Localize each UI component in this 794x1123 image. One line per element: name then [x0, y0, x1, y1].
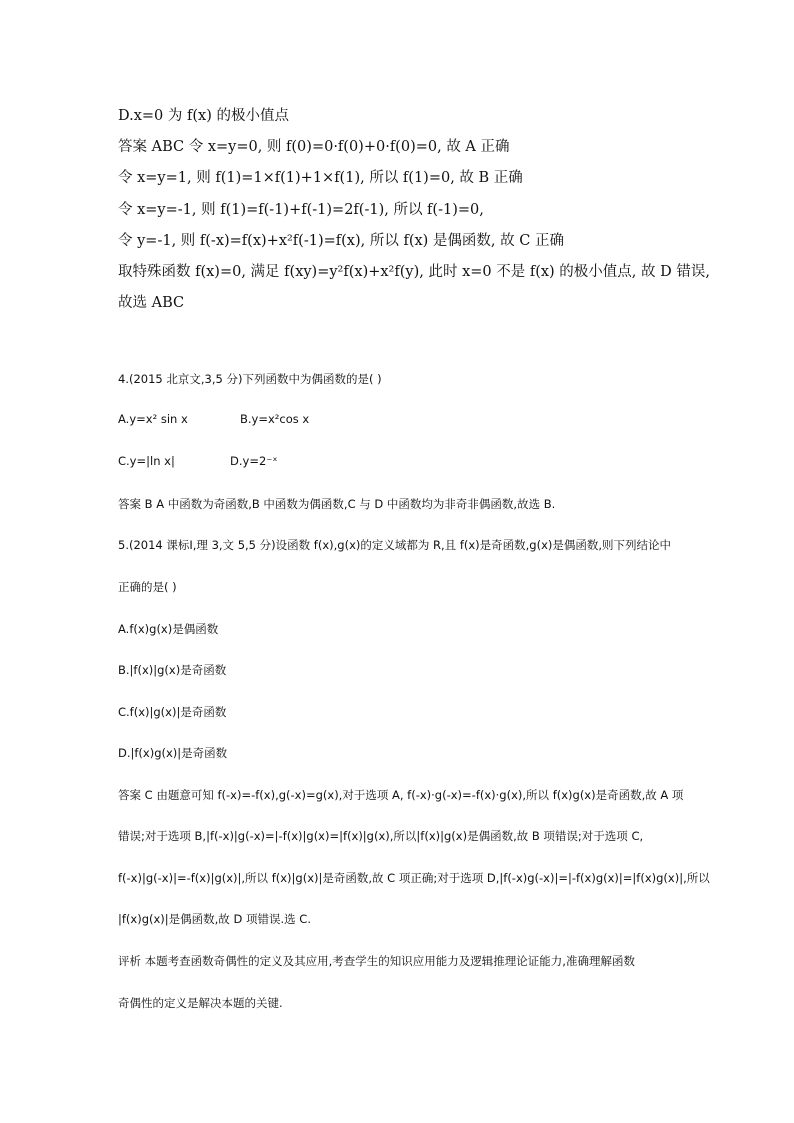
question-5-comment-line-1: 评析 本题考查函数奇偶性的定义及其应用,考查学生的知识应用能力及逻辑推理论证能力,准确理解函数 — [118, 954, 635, 968]
question-4-stem: 4.(2015 北京文,3,5 分)下列函数中为偶函数的是( ) — [118, 372, 382, 386]
question-4-answer: 答案 B A 中函数为奇函数,B 中函数为偶函数,C 与 D 中函数均为非奇非偶函数,故选 B. — [118, 497, 556, 511]
answer-line-1: 答案 ABC 令 x=y=0, 则 f(0)=0·f(0)+0·f(0)=0, 故 A 正确 — [118, 139, 510, 155]
answer-line-4: 令 y=-1, 则 f(-x)=f(x)+x²f(-1)=f(x), 所以 f(x) 是偶函数, 故 C 正确 — [118, 233, 564, 249]
question-5-stem-line-2: 正确的是( ) — [118, 580, 177, 594]
answer-line-2: 令 x=y=1, 则 f(1)=1×f(1)+1×f(1), 所以 f(1)=0, 故 B 正确 — [118, 170, 523, 186]
question-4-option-b: B.y=x²cos x — [240, 412, 310, 426]
question-5-answer-line-1: 答案 C 由题意可知 f(-x)=-f(x),g(-x)=g(x),对于选项 A, f(-x)·g(-x)=-f(x)·g(x),所以 f(x)g(x)是奇函数,故 A 项 — [118, 788, 684, 802]
question-5-option-a: A.f(x)g(x)是偶函数 — [118, 622, 219, 636]
question-5-comment-line-2: 奇偶性的定义是解决本题的关键. — [118, 996, 283, 1010]
question-4-option-c: C.y=|ln x| — [118, 454, 175, 468]
answer-line-6: 故选 ABC — [118, 295, 185, 311]
question-5-option-d: D.|f(x)g(x)|是奇函数 — [118, 746, 228, 760]
question-5-answer-line-3: f(-x)|g(-x)|=-f(x)|g(x)|,所以 f(x)|g(x)|是奇函数,故 C 项正确;对于选项 D,|f(-x)g(-x)|=|-f(x)g(x)|=|f(x)g(x)|,所以 — [118, 871, 710, 885]
question-5-option-c: C.f(x)|g(x)|是奇函数 — [118, 705, 227, 719]
question-5-option-b: B.|f(x)|g(x)是奇函数 — [118, 663, 227, 677]
question-5-stem-line-1: 5.(2014 课标Ⅰ,理 3,文 5,5 分)设函数 f(x),g(x)的定义域都为 R,且 f(x)是奇函数,g(x)是偶函数,则下列结论中 — [118, 538, 672, 552]
question-5-answer-line-4: |f(x)g(x)|是偶函数,故 D 项错误.选 C. — [118, 912, 311, 926]
option-d-line: D.x=0 为 f(x) 的极小值点 — [118, 108, 289, 124]
answer-line-3: 令 x=y=-1, 则 f(1)=f(-1)+f(-1)=2f(-1), 所以 f(-1)=0, — [118, 202, 484, 218]
answer-line-5: 取特殊函数 f(x)=0, 满足 f(xy)=y²f(x)+x²f(y), 此时 x=0 不是 f(x) 的极小值点, 故 D 错误, — [118, 264, 710, 280]
question-5-answer-line-2: 错误;对于选项 B,|f(-x)|g(-x)=|-f(x)|g(x)=|f(x)|g(x),所以|f(x)|g(x)是偶函数,故 B 项错误;对于选项 C, — [118, 829, 644, 843]
question-4-option-a: A.y=x² sin x — [118, 412, 188, 426]
question-4-option-d: D.y=2⁻ˣ — [230, 454, 278, 468]
